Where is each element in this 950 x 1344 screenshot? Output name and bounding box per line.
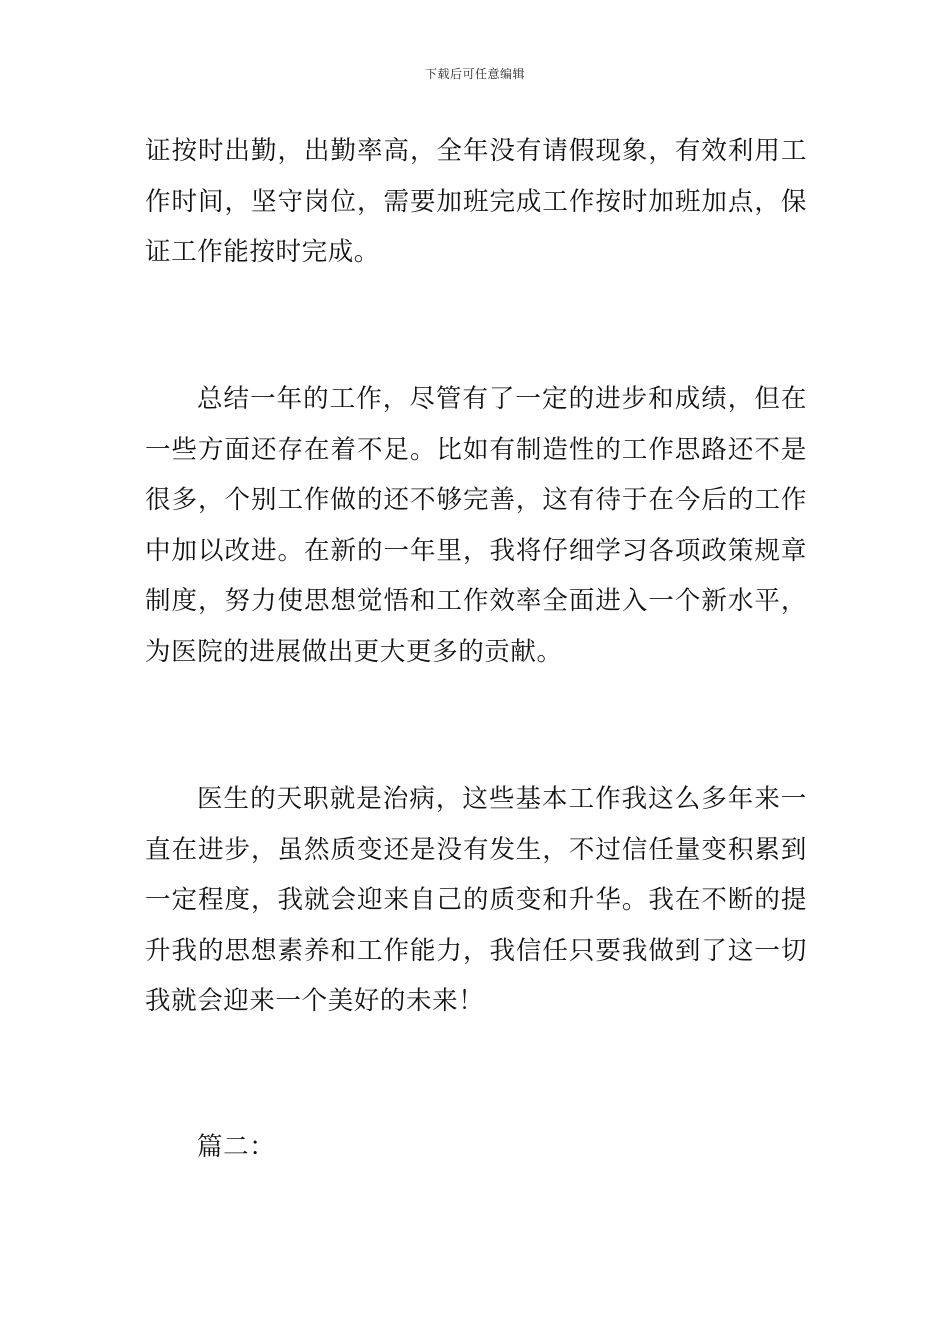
paragraph-continuation: 证按时出勤，出勤率高，全年没有请假现象，有效利用工作时间，坚守岗位，需要加班完成工作按时加班加点，保证工作能按时完成。 — [145, 136, 807, 267]
section-heading: 篇二： — [197, 1132, 276, 1162]
page-header: 下载后可任意编辑 — [424, 67, 525, 81]
paragraph-doctor-duty: 医生的天职就是治病，这些基本工作我这么多年来一直在进步，虽然质变还是没有发生，不过信任量变积累到一定程度，我就会迎来自己的质变和升华。我在不断的提升我的思想素养和工作能力，我信任只要我做到了这一切我就会迎来一个美好的未来！ — [145, 784, 807, 1016]
paragraph-summary: 总结一年的工作，尽管有了一定的进步和成绩，但在一些方面还存在着不足。比如有制造性的工作思路还不是很多，个别工作做的还不够完善，这有待于在今后的工作中加以改进。在新的一年里，我将仔细学习各项政策规章制度，努力使思想觉悟和工作效率全面进入一个新水平，为医院的进展做出更大更多的贡献。 — [145, 384, 807, 667]
